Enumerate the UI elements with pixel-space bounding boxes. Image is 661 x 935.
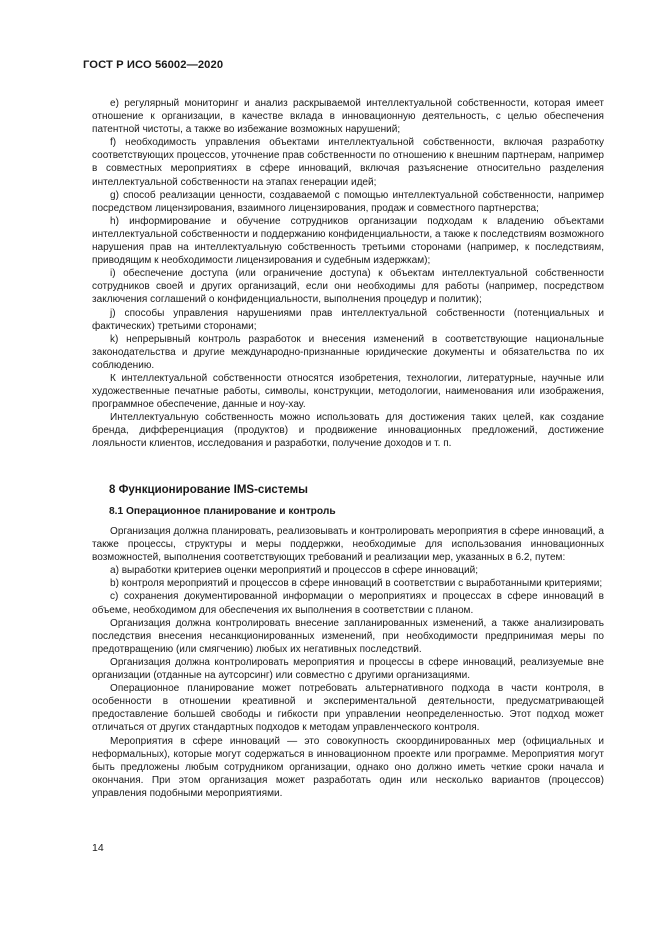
paragraph-operational: Операционное планирование может потребовать альтернативного подхода в части контроля, в особенности в отношении креативной и экспериментальной деятельности, предусматривающей предоставление большей свободы и гибкости при управлении неопределенностью. Этот подход может отличаться от других стандартных подходов к методам управленческого контроля. <box>92 683 604 734</box>
paragraph-f: f) необходимость управления объектами интеллектуальной собственности, включая разработку соответствующих процессов, уточнение прав собственности по отношению к внешним партнерам, например в совместных мероприятиях в сфере инноваций, включая разъяснение относительно разделения интеллектуальной собственности на этапах генерации идей; <box>92 137 604 188</box>
document-header: ГОСТ Р ИСО 56002—2020 <box>83 59 224 71</box>
paragraph-planning: Организация должна планировать, реализовывать и контролировать мероприятия в сфере инноваций, а также процессы, структуры и меры поддержки, необходимые для использования инновационных возможностей, выполнения соответствующих требований и реализации мер, указанных в 6.2, путем: <box>92 526 604 564</box>
paragraph-c: c) сохранения документированной информации о мероприятиях и процессах в сфере инноваций в объеме, необходимом для обеспечения их выполнения в соответствии с планом. <box>92 591 604 616</box>
paragraph-k: k) непрерывный контроль разработок и внесения изменений в соответствующие национальные законодательства и другие международно-признанные юридические документы и обязательства по их соблюдению. <box>92 333 604 371</box>
body-text-block-1 <box>92 97 604 451</box>
body-text-block-2 <box>92 525 604 800</box>
paragraph-h: h) информирование и обучение сотрудников организации подходам к владению объектами интеллектуальной собственности и поддержанию конфиденциальности, а также к последствиям возможного нарушения прав на интеллектуальную собственность третьими сторонами (например, к последствиям, приводящим к необходимости лицензирования и судебным издержкам); <box>92 215 604 267</box>
paragraph-outsourcing: Организация должна контролировать мероприятия и процессы в сфере инноваций, реализуемые вне организации (отданные на аутсорсинг) или совместно с другими организациями. <box>92 656 604 682</box>
paragraph-ip-objects: К интеллектуальной собственности относятся изобретения, технологии, литературные, научные или художественные печатные работы, символы, конструкции, методологии, наименования или изображения, программное обеспечение, данные и ноу-хау. <box>92 372 604 411</box>
paragraph-changes: Организация должна контролировать внесение запланированных изменений, а также анализировать последствия внесения несанкционированных изменений, при необходимости предпринимая меры по предотвращению (или смягчению) любых их негативных последствий. <box>92 617 604 655</box>
paragraph-i: i) обеспечение доступа (или ограничение доступа) к объектам интеллектуальной собственности сотрудников своей и других организаций, если они необходимы для работы (например, посредством заключения соглашений о конфиденциальности, выполнения процедур и политик); <box>92 268 604 306</box>
paragraph-ip-usage: Интеллектуальную собственность можно использовать для достижения таких целей, как создание бренда, дифференциация (продуктов) и продвижение инновационных предложений, достижение лояльности клиентов, исследования и разработки, получение доходов и т. п. <box>92 412 604 450</box>
paragraph-g: g) способ реализации ценности, создаваемой с помощью интеллектуальной собственности, например посредством лицензирования, взаимного лицензирования, продаж и совместного партнерства; <box>92 189 604 214</box>
paragraph-e: e) регулярный мониторинг и анализ раскрываемой интеллектуальной собственности, которая имеет отношение к организации, в качестве вклада в инновационную деятельность, с целью обеспечения патентной чистоты, а также во избежание возможных нарушений; <box>92 98 604 136</box>
paragraph-b: b) контроля мероприятий и процессов в сфере инноваций в соответствии с выработанными критериями; <box>110 578 603 590</box>
page-number: 14 <box>92 842 104 854</box>
paragraph-j: j) способы управления нарушениями прав интеллектуальной собственности (потенциальных и фактических) третьими сторонами; <box>92 307 604 332</box>
paragraph-a: a) выработки критериев оценки мероприятий и процессов в сфере инноваций; <box>110 565 479 577</box>
subsection-heading: 8.1 Операционное планирование и контроль <box>109 506 336 517</box>
paragraph-activities: Мероприятия в сфере инноваций — это совокупность скоординированных мер (официальных и неформальных), которые могут содержаться в инновационном проекте или программе. Мероприятия могут быть предложены любым сотрудником организации, однако оно должно иметь четкие сроки начала и окончания. При этом организация может разработать один или несколько вариантов (процессов) управления подобными мероприятиями. <box>92 735 604 799</box>
section-heading: 8 Функционирование IMS-системы <box>109 484 308 496</box>
